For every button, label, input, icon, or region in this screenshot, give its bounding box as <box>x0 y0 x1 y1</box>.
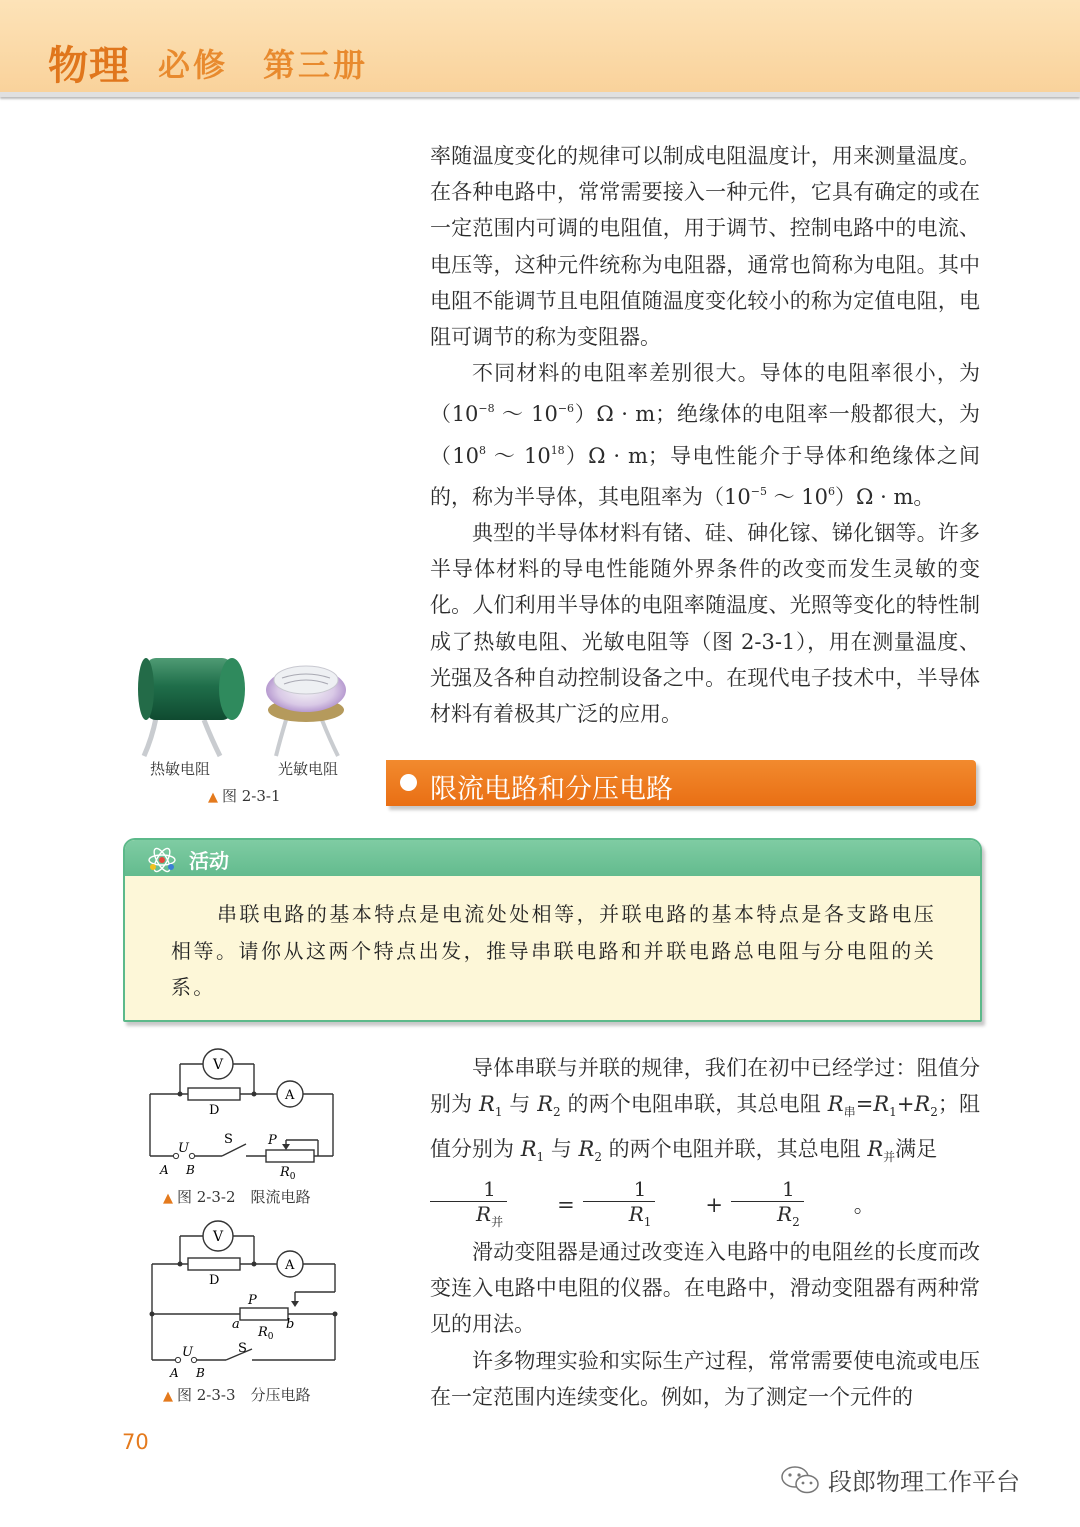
triangle-icon: ▲ <box>163 1191 173 1206</box>
end-b-label: b <box>286 1317 295 1332</box>
paragraph-3: 典型的半导体材料有锗、硅、砷化镓、锑化铟等。许多半导体材料的导电性能随外界条件的改变而发生灵敏的变化。人们利用半导体的电阻率随温度、光照等变化的特性制成了热敏电阻、光敏电阻等（图 2-3-1），用在测量温度、光强及各种自动控制设备之中。在现代电子技术中，半导体材料有着极其广泛的应用。 <box>430 521 980 727</box>
wechat-icon <box>780 1464 820 1496</box>
load-label: D <box>209 1103 220 1118</box>
ammeter-label: A <box>285 1258 295 1273</box>
label-thermistor: 热敏电阻 <box>150 760 211 778</box>
terminal-a-label: A <box>160 1163 169 1177</box>
triangle-icon: ▲ <box>163 1389 173 1404</box>
activity-atom-icon <box>145 843 179 873</box>
paragraph-series-parallel: 导体串联与并联的规律，我们在初中已经学过：阻值分别为 $R_1$ 与 $R_2$ 的两个电阻串联，其总电阻 $R_串=R_1+R_2$；阻值分别为 $R_1$ 与 $R_2$ 的两个电阻并联，其总电阻 $R_并$满足 $\frac{1}{R_并}$ = $\frac{1}{R_1}$ + $\frac{1}{R_2}$ 。 <box>430 1050 980 1234</box>
text-block-bottom <box>430 1050 980 1415</box>
ammeter-label: A <box>285 1088 295 1103</box>
voltmeter-label: V <box>213 1057 224 1073</box>
paragraph-continuous: 许多物理实验和实际生产过程，常常需要使电流或电压在一定范围内连续变化。例如，为了测定一个元件的 <box>430 1348 980 1409</box>
voltmeter-label: V <box>213 1229 224 1245</box>
switch-label: S <box>238 1341 247 1356</box>
watermark <box>780 1462 1020 1497</box>
page-number: 70 <box>122 1430 149 1454</box>
slider-label: P <box>248 1293 257 1308</box>
rheostat-label: $R_0$ <box>280 1165 296 1180</box>
figure-caption-2-3-3: ▲ 图 2-3-3 分压电路 <box>163 1386 311 1404</box>
triangle-icon: ▲ <box>208 790 218 805</box>
parallel-resistance-formula: $\frac{1}{R_并}$ = $\frac{1}{R_1}$ + $\frac{1}{R_2}$ 。 <box>430 1177 875 1234</box>
figure-caption-2-3-2: ▲ 图 2-3-2 限流电路 <box>163 1188 311 1206</box>
activity-header <box>125 840 980 876</box>
text-block-top <box>430 138 980 732</box>
bullet-dot-icon <box>400 774 417 791</box>
rheostat-label: $R_0$ <box>258 1325 274 1342</box>
load-label: D <box>209 1273 220 1288</box>
paragraph-1: 率随温度变化的规律可以制成电阻温度计，用来测量温度。在各种电路中，常常需要接入一种元件，它具有确定的或在一定范围内可调的电阻值，用于调节、控制电路中的电流、电压等，这种元件统称为电阻器，通常也简称为电阻。其中电阻不能调节且电阻值随温度变化较小的称为定值电阻，电阻可调节的称为变阻器。 <box>430 144 980 350</box>
switch-label: S <box>224 1132 233 1147</box>
paragraph-2: 不同材料的电阻率差别很大。导体的电阻率很小，为（$10^{-8}$ ～ $10^{-6})\Omega \cdot m$；绝缘体的电阻率一般都很大，为（$10^8$ ～ $10^{18})\Omega \cdot m$；导电性能介于导体和绝缘体之间的，称为半导体，其电阻率为（$10^{-5}$ ～ $10^6)\Omega \cdot m$。 <box>430 361 980 509</box>
label-photoresistor: 光敏电阻 <box>278 760 339 778</box>
section-banner <box>386 760 976 806</box>
end-a-label: a <box>232 1317 240 1332</box>
book-subtitle: 必修 第三册 <box>158 46 369 84</box>
figure-caption-2-3-1: ▲ 图 2-3-1 <box>208 787 281 805</box>
resistor-photos <box>126 648 356 758</box>
terminal-b-label: B <box>196 1366 205 1380</box>
activity-title: 活动 <box>189 849 229 873</box>
voltage-label: U <box>182 1345 193 1360</box>
activity-text: 串联电路的基本特点是电流处处相等，并联电路的基本特点是各支路电压相等。请你从这两个特点出发，推导串联电路和并联电路总电阻与分电阻的关系。 <box>171 902 936 999</box>
circuit-current-limiting <box>140 1040 350 1180</box>
activity-box <box>123 838 982 1022</box>
section-title: 限流电路和分压电路 <box>430 774 673 805</box>
circuit-voltage-divider <box>140 1212 350 1382</box>
slider-label: P <box>268 1133 277 1148</box>
watermark-text: 段郎物理工作平台 <box>828 1468 1020 1496</box>
terminal-b-label: B <box>186 1163 195 1177</box>
paragraph-rheostat: 滑动变阻器是通过改变连入电路中的电阻丝的长度而改变连入电路中电阻的仪器。在电路中，滑动变阻器有两种常见的用法。 <box>430 1239 980 1337</box>
book-title: 物理 <box>48 43 130 89</box>
voltage-label: U <box>178 1141 189 1156</box>
page-header <box>0 0 1080 92</box>
terminal-a-label: A <box>170 1366 179 1380</box>
